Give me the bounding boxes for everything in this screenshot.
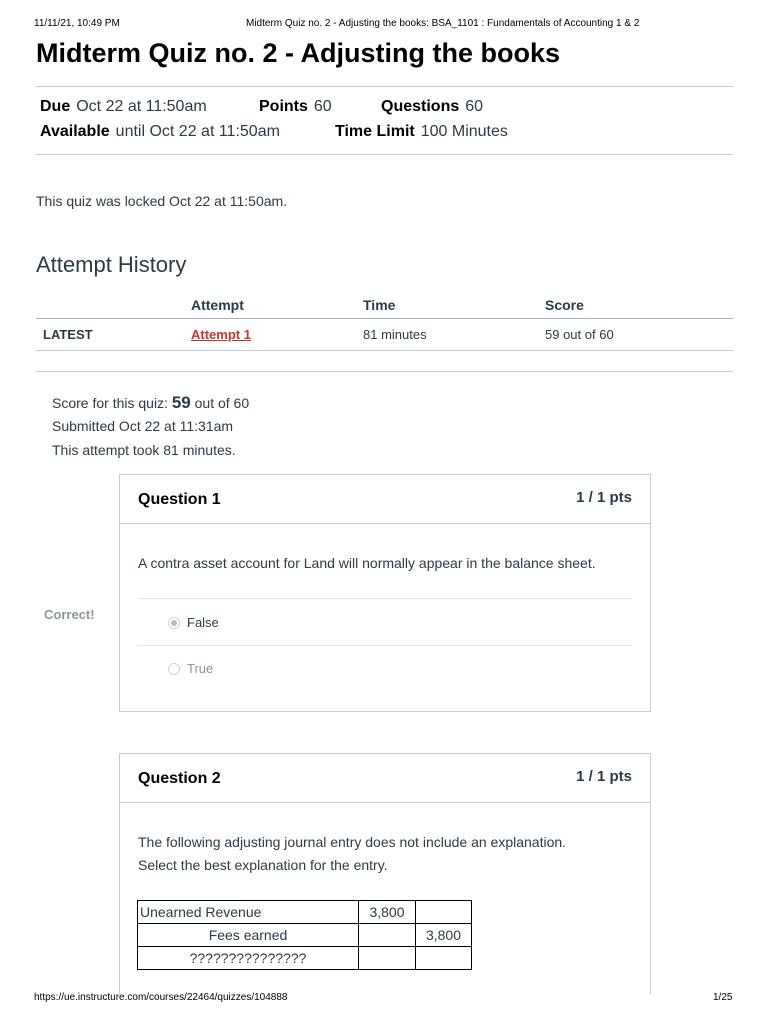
question-1-title: Question 1 xyxy=(138,491,221,508)
answer-label: True xyxy=(187,661,214,676)
score-value: 59 xyxy=(171,393,191,412)
radio-icon[interactable] xyxy=(168,663,180,675)
divider xyxy=(36,154,733,155)
question-2-header xyxy=(120,754,650,803)
points-label: Points xyxy=(259,98,308,115)
attempt-duration: This attempt took 81 minutes. xyxy=(52,442,236,458)
question-1-points: 1 / 1 pts xyxy=(576,489,632,506)
journal-credit: 3,800 xyxy=(416,924,472,947)
journal-account: ??????????????? xyxy=(138,947,359,970)
available-info xyxy=(40,123,280,141)
journal-debit xyxy=(359,924,416,947)
time-limit-label: Time Limit xyxy=(335,123,415,140)
questions-info xyxy=(381,98,483,116)
divider xyxy=(36,371,733,372)
attempt-score: 59 out of 60 xyxy=(545,327,614,342)
correct-tag: Correct! xyxy=(44,607,95,622)
table-row xyxy=(138,924,472,947)
journal-entry-table xyxy=(137,900,472,970)
question-2-points: 1 / 1 pts xyxy=(576,768,632,785)
time-limit-value: 100 Minutes xyxy=(420,123,508,140)
header-attempt: Attempt xyxy=(191,297,244,313)
question-2-title: Question 2 xyxy=(138,770,221,787)
attempt-1-link[interactable]: Attempt 1 xyxy=(191,327,251,342)
due-info xyxy=(40,98,207,116)
table-header-divider xyxy=(36,318,733,319)
submitted-info: Submitted Oct 22 at 11:31am xyxy=(52,418,234,434)
question-1-header xyxy=(120,475,650,524)
score-suffix: out of 60 xyxy=(194,395,250,411)
questions-value: 60 xyxy=(465,98,484,115)
question-1-text: A contra asset account for Land will normally appear in the balance sheet. xyxy=(138,555,596,571)
table-row xyxy=(138,901,472,924)
divider xyxy=(36,350,733,351)
score-summary xyxy=(52,393,249,413)
answer-divider xyxy=(138,645,632,646)
question-2-text-line1: The following adjusting journal entry does not include an explanation. xyxy=(138,834,567,850)
table-row xyxy=(138,947,472,970)
question-1-card xyxy=(119,474,651,712)
answer-divider xyxy=(138,598,632,599)
journal-debit: 3,800 xyxy=(359,901,416,924)
available-label: Available xyxy=(40,123,110,140)
questions-label: Questions xyxy=(381,98,460,115)
print-url: https://ue.instructure.com/courses/22464/quizzes/104888 xyxy=(34,992,288,1003)
answer-label: False xyxy=(187,615,219,630)
radio-selected-icon[interactable] xyxy=(168,617,180,629)
print-datetime: 11/11/21, 10:49 PM xyxy=(34,18,120,29)
locked-message: This quiz was locked Oct 22 at 11:50am. xyxy=(36,193,288,209)
due-value: Oct 22 at 11:50am xyxy=(76,98,207,115)
score-prefix: Score for this quiz: xyxy=(52,395,168,411)
journal-credit xyxy=(416,901,472,924)
journal-account: Unearned Revenue xyxy=(138,901,359,924)
latest-tag: LATEST xyxy=(43,327,93,342)
time-limit-info xyxy=(335,123,508,141)
question-2-text-line2: Select the best explanation for the entry. xyxy=(138,857,388,873)
header-score: Score xyxy=(545,297,584,313)
available-value: until Oct 22 at 11:50am xyxy=(115,123,280,140)
print-doc-title: Midterm Quiz no. 2 - Adjusting the books: BSA_1101 : Fundamentals of Accounting 1 & 2 xyxy=(246,18,640,29)
journal-debit xyxy=(359,947,416,970)
attempt-history-title: Attempt History xyxy=(36,252,187,277)
page-title: Midterm Quiz no. 2 - Adjusting the books xyxy=(36,38,560,68)
points-info xyxy=(259,98,332,116)
journal-account: Fees earned xyxy=(138,924,359,947)
attempt-time: 81 minutes xyxy=(363,327,427,342)
divider xyxy=(36,86,733,87)
print-page-number: 1/25 xyxy=(713,992,733,1003)
due-label: Due xyxy=(40,98,71,115)
journal-credit xyxy=(416,947,472,970)
points-value: 60 xyxy=(313,98,332,115)
header-time: Time xyxy=(363,297,396,313)
